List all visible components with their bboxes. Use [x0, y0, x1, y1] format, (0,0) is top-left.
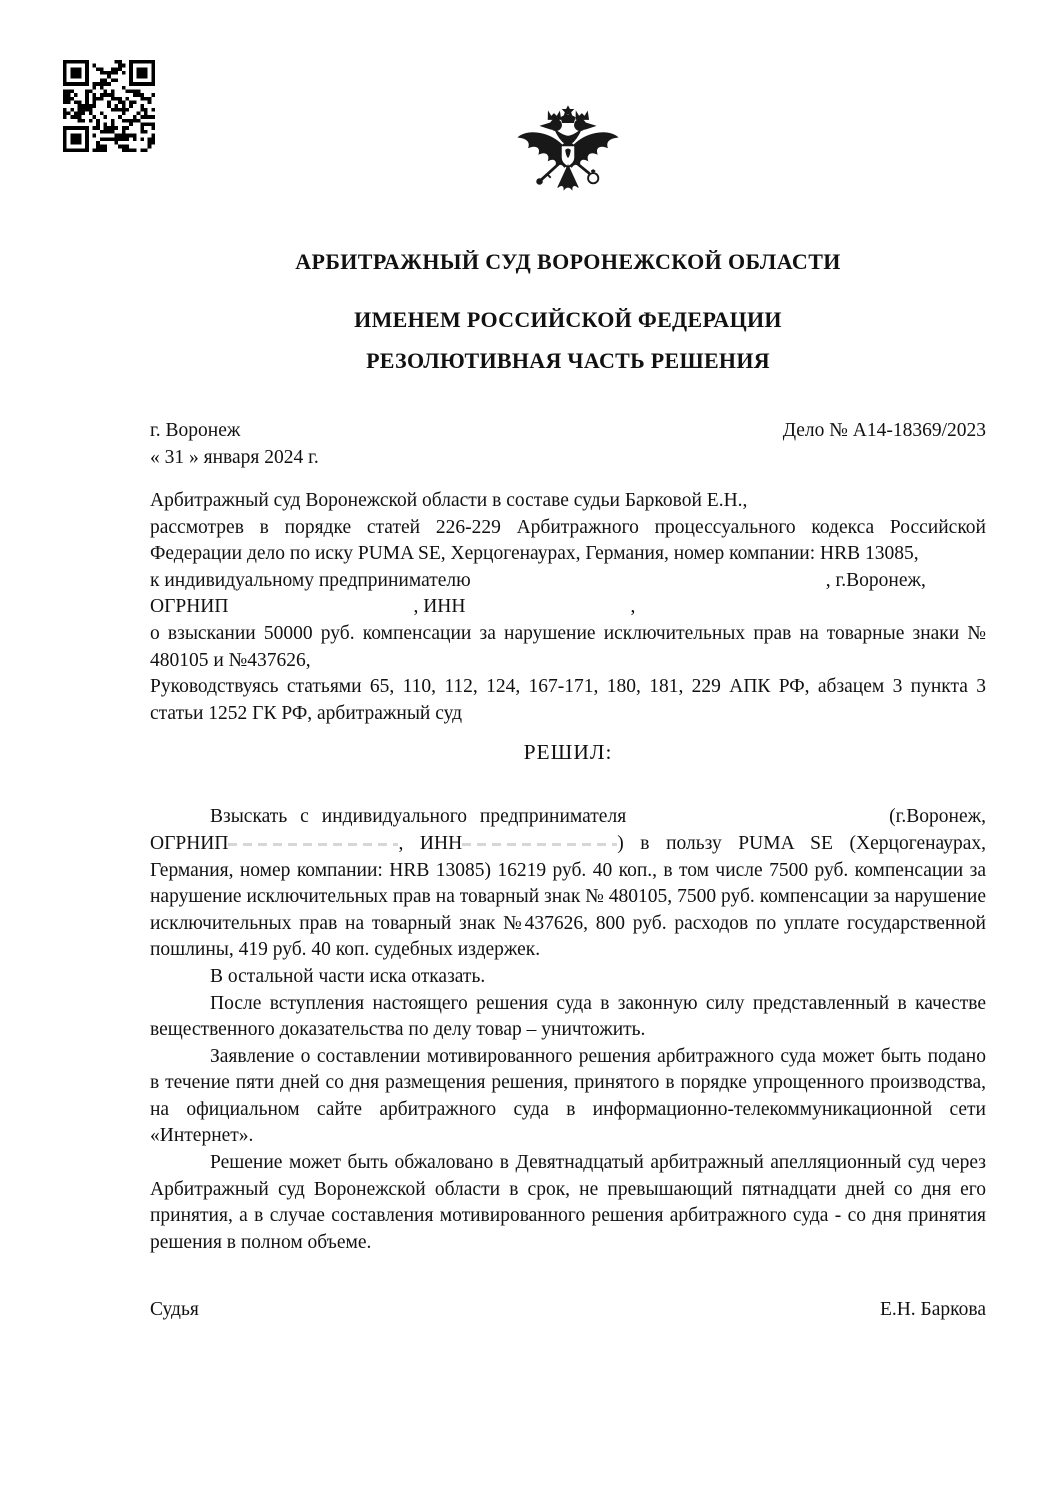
paragraph: к индивидуальному предпринимателю , г.Воронеж,	[150, 569, 926, 591]
in-the-name-heading: ИМЕНЕМ РОССИЙСКОЙ ФЕДЕРАЦИИ	[354, 307, 782, 332]
qr-code-graphic	[63, 60, 155, 152]
intro-section	[150, 488, 986, 727]
paragraph: Взыскать с индивидуального предпринимателя (г.Воронеж, ОГРНИП , ИНН ) в пользу PUMA SE (Херцогенаурах, Германия, номер компании: HRB 13085) 16219 руб. 40 коп., в том числе 7500 руб. компенсации за нарушение исключительных прав на товарный знак № 480105, 7500 руб. компенсации за нарушение исключительных прав на товарный знак №437626, 800 руб. расходов по уплате государственной пошлины, 419 руб. 40 коп. судебных издержек.	[150, 806, 986, 961]
case-info-row	[150, 417, 986, 444]
qr-code-icon	[63, 60, 155, 152]
case-number: Дело № А14-18369/2023	[782, 420, 986, 441]
paragraph: Руководствуясь статьями 65, 110, 112, 124, 167-171, 180, 181, 229 АПК РФ, абзацем 3 пункта 3 статьи 1252 ГК РФ, арбитражный суд	[150, 676, 986, 724]
coat-of-arms-graphic	[512, 102, 624, 232]
document-content	[150, 250, 986, 1256]
redacted-text	[228, 843, 398, 846]
paragraph: Арбитражный суд Воронежской области в составе судьи Барковой Е.Н.,	[150, 490, 748, 511]
city-label: г. Воронеж	[150, 420, 241, 441]
paragraph: ОГРНИП , ИНН ,	[150, 596, 636, 618]
document-type-heading: РЕЗОЛЮТИВНАЯ ЧАСТЬ РЕШЕНИЯ	[366, 348, 770, 373]
signature-row	[150, 1296, 986, 1323]
paragraph: После вступления настоящего решения суда в законную силу представленный в качестве вещественного доказательства по делу товар – уничтожить.	[150, 992, 986, 1041]
court-name-heading: АРБИТРАЖНЫЙ СУД ВОРОНЕЖСКОЙ ОБЛАСТИ	[295, 249, 841, 274]
redacted-text	[626, 816, 876, 820]
resolution-section	[150, 804, 986, 1256]
paragraph: В остальной части иска отказать.	[210, 965, 486, 987]
redacted-text	[471, 579, 826, 583]
paragraph: рассмотрев в порядке статей 226-229 Арбитражного процессуального кодекса Российской Федерации дело по иску PUMA SE, Херцогенаурах, Германия, номер компании: HRB 13085,	[150, 516, 986, 565]
redacted-text	[462, 843, 617, 846]
resolved-heading: РЕШИЛ:	[523, 740, 613, 765]
judge-name: Е.Н. Баркова	[879, 1299, 986, 1320]
judge-title: Судья	[150, 1299, 199, 1320]
paragraph: Заявление о составлении мотивированного решения арбитражного суда может быть подано в течение пяти дней со дня размещения решения, принятого в порядке упрощенного производства, на официальном сайте арбитражного суда в информационно-телекоммуникационной сети «Интернет».	[150, 1045, 986, 1147]
decision-date: « 31 » января 2024 г.	[150, 447, 319, 468]
redacted-text	[228, 606, 413, 610]
paragraph: Решение может быть обжаловано в Девятнадцатый арбитражный апелляционный суд через Арбитражный суд Воронежской области в срок, не превышающий пятнадцати дней со дня его принятия, а в случае составления мотивированного решения арбитражного суда - со дня принятия решения в полном объеме.	[150, 1152, 986, 1253]
paragraph: о взыскании 50000 руб. компенсации за нарушение исключительных прав на товарные знаки № 480105 и №437626,	[150, 622, 986, 671]
redacted-text	[465, 606, 630, 610]
double-headed-eagle-emblem-icon	[512, 102, 624, 232]
